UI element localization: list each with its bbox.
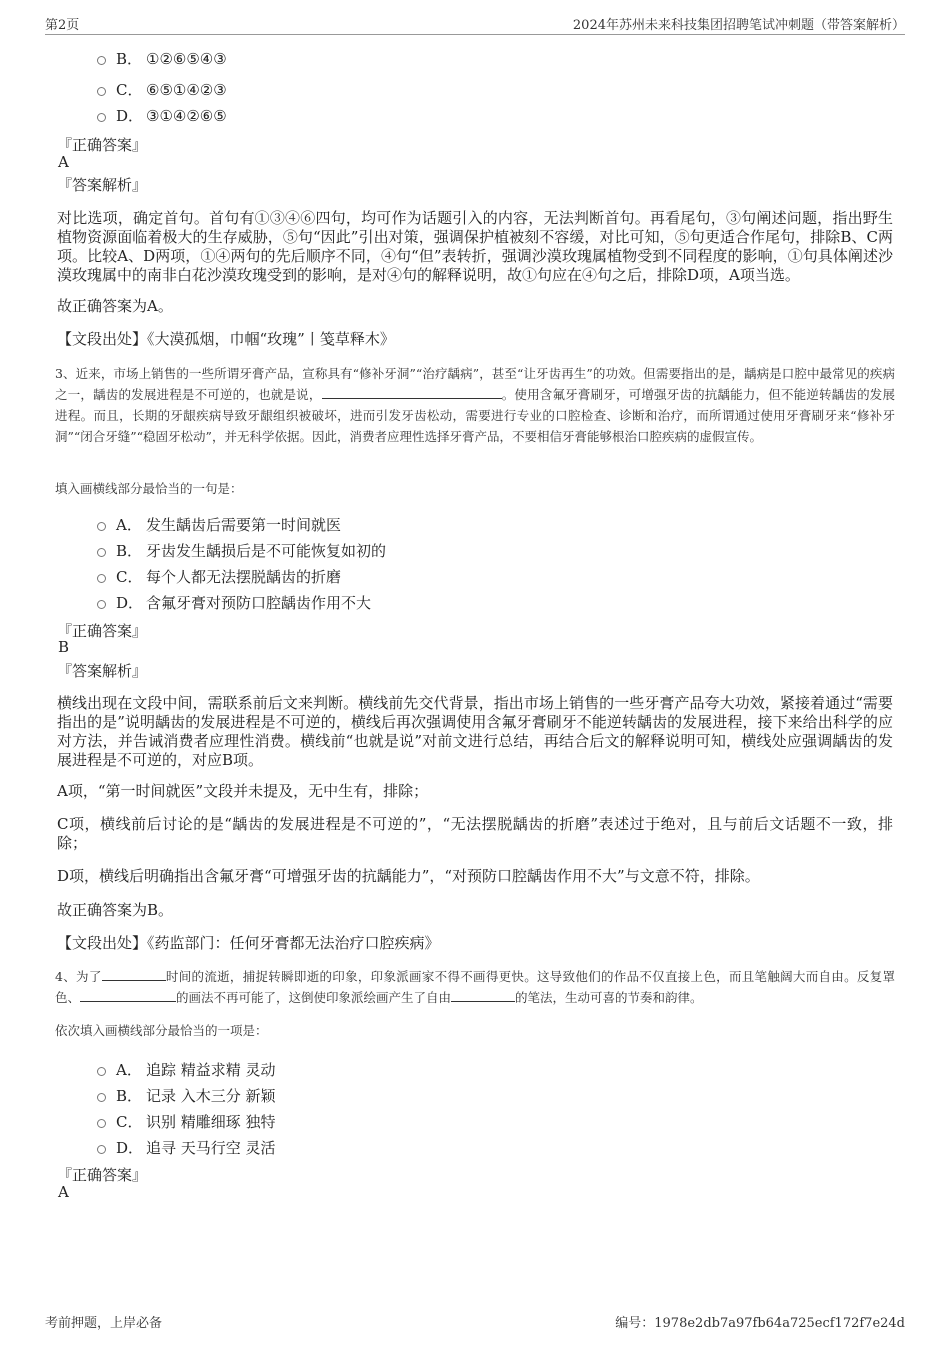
fill-blank bbox=[451, 988, 515, 1002]
q4-option-a[interactable]: A． 追踪 精益求精 灵动 bbox=[97, 1059, 276, 1080]
q4-stem: 4、为了 时间的流逝，捕捉转瞬即逝的印象，印象派画家不得不画得更快。这导致他们的作品不仅直接上色，而且笔触阔大而自由。反复罩色、 的画法不再可能了，这倒使印象派绘画产生了自由 的笔法，生动可喜的节奏和韵律。 bbox=[55, 969, 895, 1005]
radio-icon[interactable] bbox=[97, 113, 106, 122]
q2-source: 【文段出处】《大漠孤烟，巾帼“玫瑰”丨笺草释木》 bbox=[57, 330, 395, 348]
q3-option-a[interactable]: A． 发生龋齿后需要第一时间就医 bbox=[97, 514, 341, 535]
q4-option-d[interactable]: D． 追寻 天马行空 灵活 bbox=[97, 1137, 276, 1158]
q2-option-d[interactable]: D． ③①④②⑥⑤ bbox=[97, 105, 227, 126]
q3-analysis-label: 『答案解析』 bbox=[57, 662, 148, 680]
page-number: 第2页 bbox=[45, 18, 80, 33]
q2-answer-label: 『正确答案』 bbox=[57, 136, 148, 154]
q4-answer: A bbox=[58, 1183, 69, 1201]
fill-blank bbox=[322, 385, 502, 399]
q3-analysis: 横线出现在文段中间，需联系前后文来判断。横线前先交代背景，指出市场上销售的一些牙膏产品夸大功效，紧接着通过“需要指出的是”说明龋齿的发展进程是不可逆的，横线后再次强调使用含氟牙膏刷牙不能逆转龋齿的发展进程，接下来给出科学的应对方法，并告诫消费者应理性消费。横线前“也就是说”对前文进行总结，再结合后文的解释说明可知，横线处应强调龋齿的发展进程是不可逆的，对应B项。 bbox=[57, 694, 893, 769]
q2-analysis: 对比选项，确定首句。首句有①③④⑥四句，均可作为话题引入的内容，无法判断首句。再看尾句，③句阐述问题，指出野生植物资源面临着极大的生存威胁，⑤句“因此”引出对策，强调保护植被刻不容缓，对比可知，⑤句更适合作尾句，排除B、C两项。比较A、D两项，①④两句的先后顺序不同，④句“但”表转折，强调沙漠玫瑰属植物受到不同程度的影响，①句具体阐述沙漠玫瑰属中的南非白花沙漠玫瑰受到的影响，是对④句的解释说明，故①句应在④句之后，排除D项，A项当选。 bbox=[57, 209, 893, 284]
q2-option-c[interactable]: C． ⑥⑤①④②③ bbox=[97, 79, 227, 100]
radio-icon[interactable] bbox=[97, 548, 106, 557]
radio-icon[interactable] bbox=[97, 1067, 106, 1076]
q3-conclusion: 故正确答案为B。 bbox=[57, 901, 174, 919]
radio-icon[interactable] bbox=[97, 1119, 106, 1128]
q2-conclusion: 故正确答案为A。 bbox=[57, 297, 173, 315]
q3-option-b[interactable]: B． 牙齿发生龋损后是不可能恢复如初的 bbox=[97, 540, 386, 561]
page-footer bbox=[45, 1312, 905, 1334]
q4-option-c[interactable]: C． 识别 精雕细琢 独特 bbox=[97, 1111, 276, 1132]
q3-answer: B bbox=[58, 638, 70, 656]
radio-icon[interactable] bbox=[97, 87, 106, 96]
q3-note-c: C项，横线前后讨论的是“龋齿的发展进程是不可逆的”，“无法摆脱龋齿的折磨”表述过于绝对，且与前后文话题不一致，排除； bbox=[57, 815, 893, 852]
q2-option-b[interactable]: B． ①②⑥⑤④③ bbox=[97, 48, 227, 69]
q3-option-c[interactable]: C． 每个人都无法摆脱龋齿的折磨 bbox=[97, 566, 341, 587]
page-header bbox=[45, 12, 905, 35]
radio-icon[interactable] bbox=[97, 574, 106, 583]
radio-icon[interactable] bbox=[97, 1093, 106, 1102]
document-id: 编号：1978e2db7a97fb64a725ecf172f7e24d bbox=[615, 1316, 905, 1331]
document-title: 2024年苏州未来科技集团招聘笔试冲刺题（带答案解析） bbox=[572, 18, 905, 33]
q2-analysis-label: 『答案解析』 bbox=[57, 176, 148, 194]
q2-answer: A bbox=[58, 153, 69, 171]
radio-icon[interactable] bbox=[97, 522, 106, 531]
q4-answer-label: 『正确答案』 bbox=[57, 1166, 148, 1184]
fill-blank bbox=[80, 988, 176, 1002]
q4-prompt: 依次填入画横线部分最恰当的一项是： bbox=[55, 1023, 268, 1038]
q3-source: 【文段出处】《药监部门：任何牙膏都无法治疗口腔疾病》 bbox=[57, 934, 440, 952]
q4-option-b[interactable]: B． 记录 入木三分 新颖 bbox=[97, 1085, 276, 1106]
q3-answer-label: 『正确答案』 bbox=[57, 622, 148, 640]
q3-stem: 3、近来，市场上销售的一些所谓牙膏产品，宣称具有“修补牙洞”“治疗龋病”，甚至“让牙齿再生”的功效。但需要指出的是，龋病是口腔中最常见的疾病之一，龋齿的发展进程是不可逆的，也就是说， 。使用含氟牙膏刷牙，可增强牙齿的抗龋能力，但不能逆转龋齿的发展进程。而且，长期的牙龈疾病导致牙龈组织被破坏，进而引发牙齿松动，需要进行专业的口腔检查、诊断和治疗，而所谓通过使用牙膏刷牙来“修补牙洞”“闭合牙缝”“稳固牙松动”，并无科学依据。因此，消费者应理性选择牙膏产品，不要相信牙膏能够根治口腔疾病的虚假宣传。 bbox=[55, 366, 895, 444]
radio-icon[interactable] bbox=[97, 56, 106, 65]
q3-note-d: D项，横线后明确指出含氟牙膏“可增强牙齿的抗龋能力”，“对预防口腔龋齿作用不大”与文意不符，排除。 bbox=[57, 867, 760, 885]
q3-note-a: A项，“第一时间就医”文段并未提及，无中生有，排除； bbox=[57, 782, 429, 800]
q3-prompt: 填入画横线部分最恰当的一句是： bbox=[55, 481, 243, 496]
q3-option-d[interactable]: D． 含氟牙膏对预防口腔龋齿作用不大 bbox=[97, 592, 371, 613]
footer-slogan: 考前押题，上岸必备 bbox=[45, 1316, 163, 1331]
radio-icon[interactable] bbox=[97, 1145, 106, 1154]
fill-blank bbox=[102, 967, 166, 981]
radio-icon[interactable] bbox=[97, 600, 106, 609]
